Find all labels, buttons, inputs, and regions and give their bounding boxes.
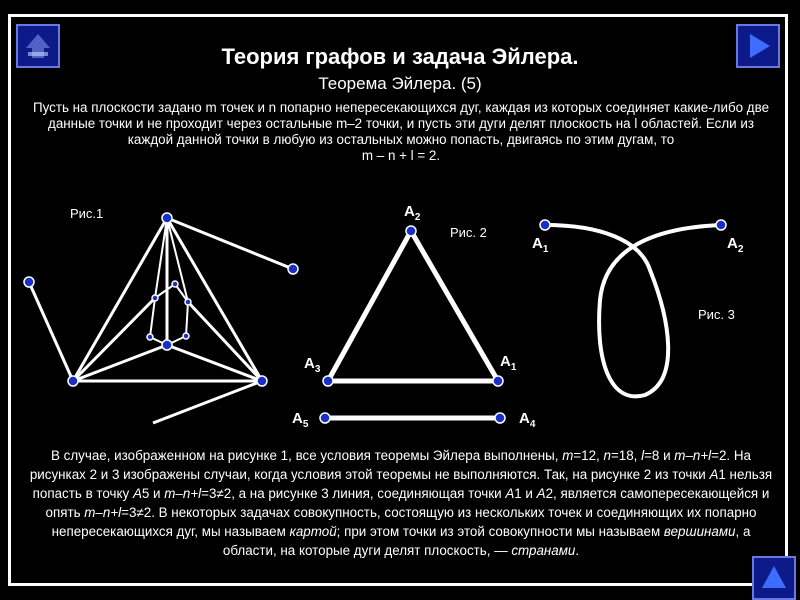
math-variable: n [603,448,611,463]
term-countries: странами [511,543,576,558]
figure-3-caption: Рис. 3 [698,307,735,322]
vertex-label-a1 [500,353,516,373]
vertex-letter: A [304,355,315,372]
vertex [493,376,503,386]
vertex [147,334,153,340]
figure-3-self-crossing-curve [542,225,721,396]
figure-2-vertices [320,226,505,423]
vertex [257,376,267,386]
vertex-label-a2-fig3 [727,235,743,255]
math-variable: m–n+l [674,448,712,463]
text-span: =2. На рисунках 2 и 3 изображены случаи, когда условия этой теоремы не выполняются. Так, на рисунке 2 из точки [29,448,751,482]
text-span: 2, является самопересекающейся и опять [45,486,770,520]
vertex-label-a4 [519,410,535,430]
text-span: ; при этом точки из этой совокупности мы называем [336,524,664,539]
figure-2-edges [325,231,500,418]
vertex [288,264,298,274]
slide-title: Теория графов и задача Эйлера. [221,44,579,69]
slide-subtitle: Теорема Эйлера. (5) [318,74,482,93]
vertex [162,213,172,223]
vertex [716,220,726,230]
math-variable: A [709,467,719,482]
text-span: =8 и [644,448,675,463]
vertex [24,277,34,287]
vertex-index: 3 [314,364,321,375]
text-span: =3≠2, а на рисунке 3 линия, соединяющая точки [201,486,506,501]
vertex-letter: A [727,235,738,252]
math-variable: A [536,486,546,501]
vertex-label-a5 [292,410,308,430]
vertex-label-a3 [304,355,320,375]
vertex-index: 2 [737,244,744,255]
math-variable: m–n+l [164,486,202,501]
term-map: картой [289,524,337,539]
vertex-index: 1 [510,362,517,373]
vertex [152,295,158,301]
text-span: , а области, на которые дуги делят плоскость, — [222,524,751,558]
vertex-index: 5 [302,419,309,430]
vertex [495,413,505,423]
text-span: 5 и [141,486,165,501]
text-span: . [575,543,580,558]
vertex [162,340,172,350]
math-variable: m–n+l [84,505,122,520]
figure-1-caption: Рис.1 [70,206,104,221]
vertex [68,376,78,386]
vertex-index: 2 [414,212,421,223]
vertex [323,376,333,386]
vertex-index: 1 [542,244,549,255]
figure-2-caption: Рис. 2 [450,225,487,240]
text-span: 1 и [514,486,537,501]
math-variable: m [562,448,574,463]
euler-formula: m – n + l = 2. [361,148,441,163]
vertex-label-a1-fig3 [532,235,548,255]
vertex-label-a2 [404,203,420,223]
vertex-letter: A [500,353,511,370]
vertex [320,413,330,423]
explanation-text [26,446,776,560]
vertex [172,281,178,287]
math-variable: A [505,486,515,501]
vertex-letter: A [292,410,303,427]
math-variable: l [641,448,645,463]
vertex [185,299,191,305]
text-span: =18, [610,448,642,463]
text-span: 1 нельзя попасть в точку [32,467,773,501]
vertex [183,333,189,339]
text-span: =3≠2. В некоторых задачах совокупность, состоящую из нескольких точек и соединяющих их попарно непересекающихся дуг, мы называем [51,505,757,539]
text-span: =12, [573,448,604,463]
term-vertices: вершинами [663,524,736,539]
vertex [406,226,416,236]
math-variable: A [132,486,142,501]
figure-1-edges [29,218,293,423]
vertex-letter: A [519,410,530,427]
vertex [540,220,550,230]
text-span: В случае, изображенном на рисунке 1, все условия теоремы Эйлера выполнены, [51,448,563,463]
vertex-letter: A [532,235,543,252]
theorem-text: Пусть на плоскости задано m точек и n попарно непересекающихся дуг, каждая из которых соединяет какие-либо две данные точки и не проходит через остальные m–2 точки, и пусть эти дуги делят плоскость на l областей. Если из каждой данной точки в любую из остальных можно попасть, двигаясь по этим дугам, то [32,100,770,147]
vertex-letter: A [404,203,415,220]
vertex-index: 4 [529,419,536,430]
